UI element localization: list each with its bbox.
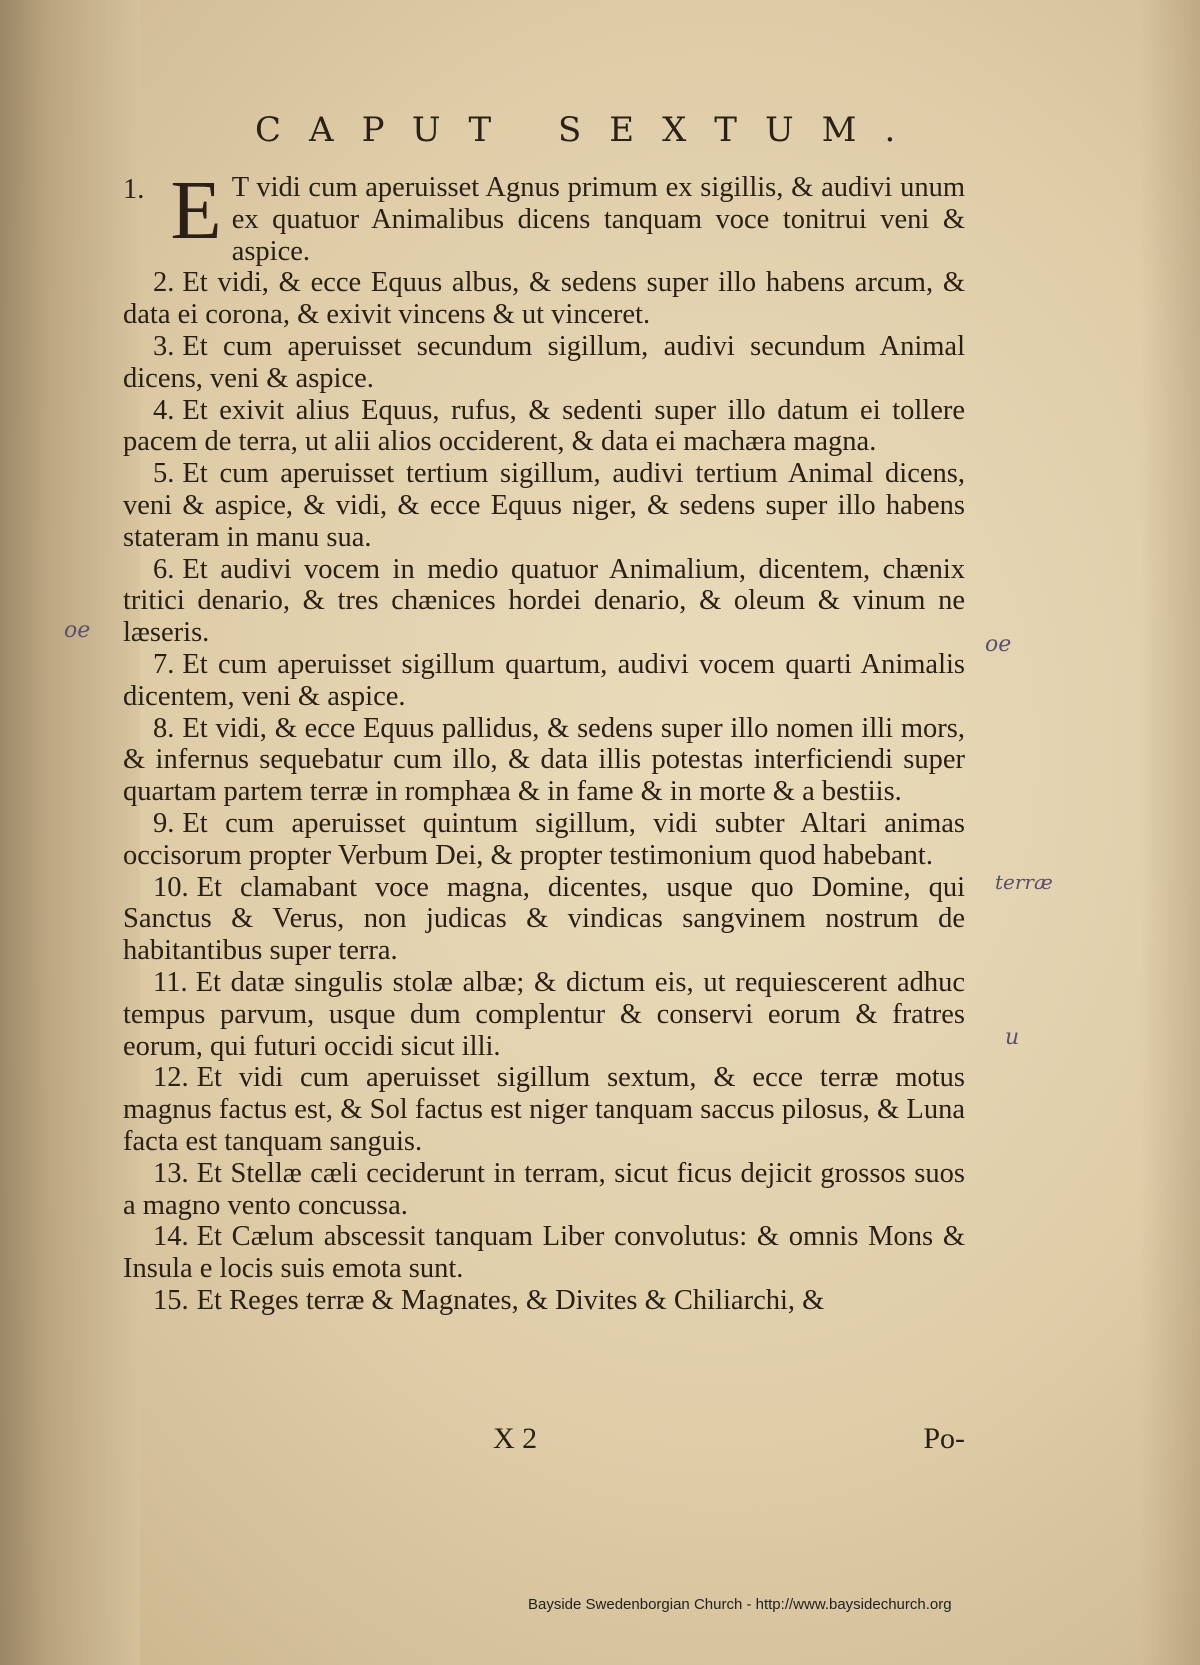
verse-6 [123, 554, 965, 649]
verse-10 [123, 872, 965, 967]
verse-text: Et cum aperuisset sigillum quartum, audivi vocem quarti Animalis dicentem, veni & aspice. [123, 648, 965, 712]
verse-number: 7. [153, 648, 175, 680]
verse-text: Et cum aperuisset tertium sigillum, audivi tertium Animal dicens, veni & aspice, & vidi, & ecce Equus niger, & sedens super illo habens stateram in manu sua. [123, 458, 965, 553]
verse-number: 9. [153, 807, 175, 839]
margin-note-u: u [1005, 1025, 1020, 1050]
verse-number: 8. [153, 712, 175, 744]
page-edge-shadow [1140, 0, 1200, 1665]
verse-9 [123, 808, 965, 872]
verse-number: 10. [153, 871, 189, 903]
verse-text: Et audivi vocem in medio quatuor Animalium, dicentem, chænix tritici denario, & tres chænices hordei denario, & oleum & vinum ne læseris. [123, 553, 965, 649]
verse-number: 11. [153, 966, 188, 998]
verse-number: 13. [153, 1157, 189, 1189]
verse-number: 6. [153, 553, 175, 585]
verse-5 [123, 458, 965, 553]
verse-number: 5. [153, 458, 175, 490]
verse-4 [123, 395, 965, 459]
chapter-text [123, 164, 965, 1317]
verse-11 [123, 967, 965, 1062]
verse-1 [123, 164, 965, 267]
margin-note-left: oe [64, 618, 91, 643]
verse-text: Et Cælum abscessit tanquam Liber convolutus: & omnis Mons & Insula e locis suis emota sunt. [123, 1221, 965, 1285]
chapter-heading: CAPUT SEXTUM. [255, 110, 924, 150]
verse-8 [123, 713, 965, 808]
verse-14 [123, 1221, 965, 1285]
verse-text: Et cum aperuisset secundum sigillum, audivi secundum Animal dicens, veni & aspice. [123, 330, 965, 394]
verse-13 [123, 1158, 965, 1222]
verse-text: Et clamabant voce magna, dicentes, usque quo Domine, qui Sanctus & Verus, non judicas & vindicas sangvinem nostrum de habitantibus super terra. [123, 871, 965, 967]
verse-text: Et vidi, & ecce Equus pallidus, & sedens super illo nomen illi mors, & infernus sequebatur cum illo, & data illis potestas interficiendi super quartam partem terræ in romphæa & in fame & in morte & a bestiis. [123, 712, 965, 808]
verse-15 [123, 1285, 965, 1317]
verse-12 [123, 1062, 965, 1157]
verse-number: 4. [153, 394, 175, 426]
verse-3 [123, 331, 965, 395]
catchword: Po- [923, 1422, 965, 1455]
page-footer [123, 1422, 965, 1462]
verse-2 [123, 267, 965, 331]
margin-note-right: oe [985, 632, 1012, 657]
verse-number: 3. [153, 330, 175, 362]
verse-text: Et Reges terræ & Magnates, & Divites & Chiliarchi, & [196, 1284, 825, 1316]
verse-number: 2. [153, 267, 175, 299]
verse-number: 14. [153, 1221, 189, 1253]
verse-text: Et Stellæ cæli ceciderunt in terram, sicut ficus dejicit grossos suos a magno vento concussa. [123, 1157, 965, 1221]
margin-note-terrae: terræ [995, 870, 1053, 894]
verse-number: 12. [153, 1062, 189, 1094]
verse-text: T vidi cum aperuisset Agnus primum ex sigillis, & audivi unum ex quatuor Animalibus dicens tanquam voce tonitrui veni & aspice. [231, 172, 965, 267]
site-watermark: Bayside Swedenborgian Church - http://www.baysidechurch.org [528, 1596, 952, 1613]
verse-text: Et vidi cum aperuisset sigillum sextum, & ecce terræ motus magnus factus est, & Sol factus est niger tanquam saccus pilosus, & Luna facta est tanquam sanguis. [123, 1062, 965, 1157]
verse-text: Et vidi, & ecce Equus albus, & sedens super illo habens arcum, & data ei corona, & exivit vincens & ut vinceret. [123, 267, 965, 331]
verse-text: Et datæ singulis stolæ albæ; & dictum eis, ut requiescerent adhuc tempus parvum, usque dum complentur & conservi eorum & fratres eorum, qui futuri occidi sicut illi. [123, 966, 965, 1062]
verse-7 [123, 649, 965, 713]
page-gutter-shadow [0, 0, 140, 1665]
signature-mark: X 2 [493, 1422, 538, 1455]
verse-number: 1. [123, 174, 145, 205]
drop-cap: E [170, 164, 222, 257]
verse-text: Et cum aperuisset quintum sigillum, vidi subter Altari animas occisorum propter Verbum Dei, & propter testimonium quod habebant. [123, 807, 965, 871]
verse-text: Et exivit alius Equus, rufus, & sedenti super illo datum ei tollere pacem de terra, ut alii alios occiderent, & data ei machæra magna. [123, 394, 965, 458]
verse-number: 15. [153, 1284, 189, 1316]
